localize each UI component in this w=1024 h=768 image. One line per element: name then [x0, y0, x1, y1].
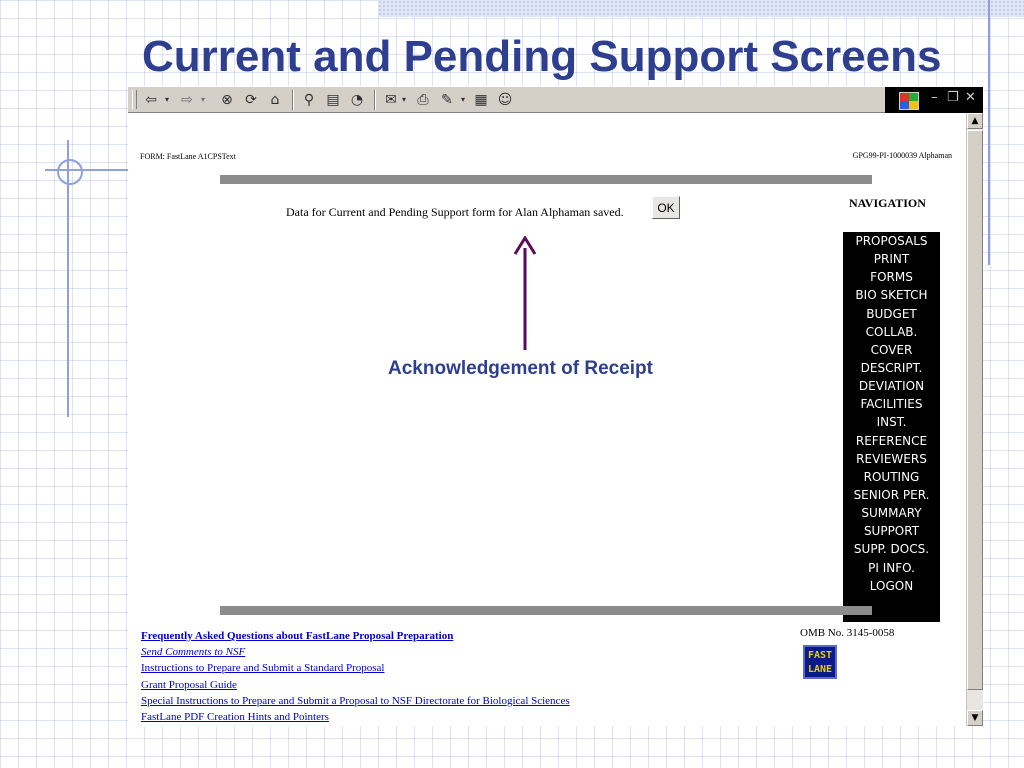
help-link[interactable]: Grant Proposal Guide — [141, 678, 237, 691]
nav-item-reference[interactable]: REFERENCE — [855, 433, 928, 448]
nav-item-inst[interactable]: INST. — [876, 415, 907, 430]
mail-dropdown-icon[interactable]: ▾ — [401, 95, 406, 104]
logo-line: LANE — [807, 664, 833, 675]
close-icon[interactable]: ✕ — [965, 90, 976, 105]
back-icon[interactable]: ⇦ — [145, 92, 157, 108]
history-icon[interactable]: ◔ — [350, 92, 364, 108]
messenger-icon[interactable]: ☺ — [497, 92, 513, 108]
help-link[interactable]: Send Comments to NSF — [141, 646, 246, 659]
favorites-icon[interactable]: ▤ — [326, 92, 340, 108]
navigation-heading: NAVIGATION — [849, 196, 926, 210]
help-link[interactable]: FastLane PDF Creation Hints and Pointers — [141, 710, 329, 723]
nav-item-summary[interactable]: SUMMARY — [861, 506, 922, 521]
edit-dropdown-icon[interactable]: ▾ — [460, 95, 465, 104]
help-link-item — [141, 644, 570, 660]
nav-item-reviewers[interactable]: REVIEWERS — [856, 451, 927, 466]
form-id: FORM: FastLane A1CPSText — [140, 152, 236, 161]
slide-top-band — [378, 0, 1024, 17]
stop-icon[interactable]: ⊗ — [221, 92, 233, 108]
home-icon[interactable]: ⌂ — [270, 92, 280, 108]
scroll-thumb[interactable] — [967, 130, 983, 690]
annotation-label: Acknowledgement of Receipt — [388, 358, 653, 379]
help-link[interactable]: Frequently Asked Questions about FastLane Proposal Preparation — [141, 630, 454, 642]
forward-dropdown-icon[interactable]: ▾ — [200, 95, 205, 104]
nav-item-forms[interactable]: FORMS — [870, 270, 913, 285]
ok-button[interactable]: OK — [652, 196, 680, 219]
toolbar-grip — [132, 90, 137, 109]
slide-right-line — [988, 0, 990, 265]
minimize-icon[interactable]: – — [931, 90, 938, 105]
windows-logo-icon — [899, 92, 919, 110]
nav-item-logon[interactable]: LOGON — [869, 578, 914, 593]
help-link-item — [141, 693, 570, 709]
refresh-icon[interactable]: ⟳ — [245, 92, 257, 108]
nav-item-collab[interactable]: COLLAB. — [865, 324, 918, 339]
nav-item-supp-docs[interactable]: SUPP. DOCS. — [853, 542, 930, 557]
annotation-arrow-icon — [510, 236, 540, 352]
discuss-icon[interactable]: ▦ — [474, 92, 488, 108]
nav-item-pi-info[interactable]: PI INFO. — [868, 560, 915, 575]
logo-line: FAST — [807, 650, 833, 661]
scroll-up-icon[interactable]: ▲ — [967, 113, 983, 129]
nav-item-routing[interactable]: ROUTING — [863, 469, 920, 484]
mail-icon[interactable]: ✉ — [385, 92, 397, 108]
nav-item-descript[interactable]: DESCRIPT. — [860, 360, 923, 375]
window-title-controls — [885, 87, 983, 113]
help-link-item — [141, 709, 570, 725]
back-dropdown-icon[interactable]: ▾ — [164, 95, 169, 104]
fastlane-logo[interactable] — [803, 645, 837, 679]
help-links — [141, 628, 570, 725]
restore-icon[interactable]: ❐ — [947, 90, 959, 105]
forward-icon[interactable]: ⇨ — [181, 92, 193, 108]
scroll-down-icon[interactable]: ▼ — [967, 710, 983, 726]
print-icon[interactable]: ⎙ — [417, 92, 429, 108]
help-link-item — [141, 628, 570, 644]
toolbar-separator — [292, 90, 294, 110]
help-link-item — [141, 677, 570, 693]
browser-window — [128, 86, 983, 726]
saved-confirmation-message: Data for Current and Pending Support form for Alan Alphaman saved. — [286, 205, 624, 219]
help-link-item — [141, 660, 570, 676]
omb-number: OMB No. 3145-0058 — [800, 627, 895, 639]
nav-item-print[interactable]: PRINT — [873, 252, 910, 267]
vertical-scrollbar[interactable] — [966, 113, 983, 726]
edit-icon[interactable]: ✎ — [441, 92, 453, 108]
nav-item-budget[interactable]: BUDGET — [866, 306, 917, 321]
help-link[interactable]: Special Instructions to Prepare and Submit a Proposal to NSF Directorate for Biological Sciences — [141, 694, 570, 707]
search-icon[interactable]: ⚲ — [303, 92, 315, 108]
nav-item-proposals[interactable]: PROPOSALS — [855, 234, 928, 248]
proposal-ref-id: GPG99-PI-1000039 Alphaman — [852, 151, 952, 160]
slide-circle-ornament — [57, 159, 83, 185]
browser-toolbar — [128, 86, 983, 113]
top-divider-bar — [220, 175, 872, 184]
navigation-menu — [843, 232, 940, 622]
nav-item-bio-sketch[interactable]: BIO SKETCH — [855, 288, 928, 303]
page-content — [128, 113, 966, 726]
nav-item-cover[interactable]: COVER — [870, 342, 913, 357]
slide-title: Current and Pending Support Screens — [142, 32, 942, 81]
nav-item-senior-per[interactable]: SENIOR PER. — [853, 487, 930, 502]
help-link[interactable]: Instructions to Prepare and Submit a Standard Proposal — [141, 662, 385, 675]
nav-item-deviation[interactable]: DEVIATION — [858, 379, 925, 394]
nav-item-support[interactable]: SUPPORT — [863, 524, 920, 539]
nav-item-facilities[interactable]: FACILITIES — [860, 397, 923, 412]
bottom-divider-bar — [220, 606, 872, 615]
toolbar-separator — [374, 90, 376, 110]
